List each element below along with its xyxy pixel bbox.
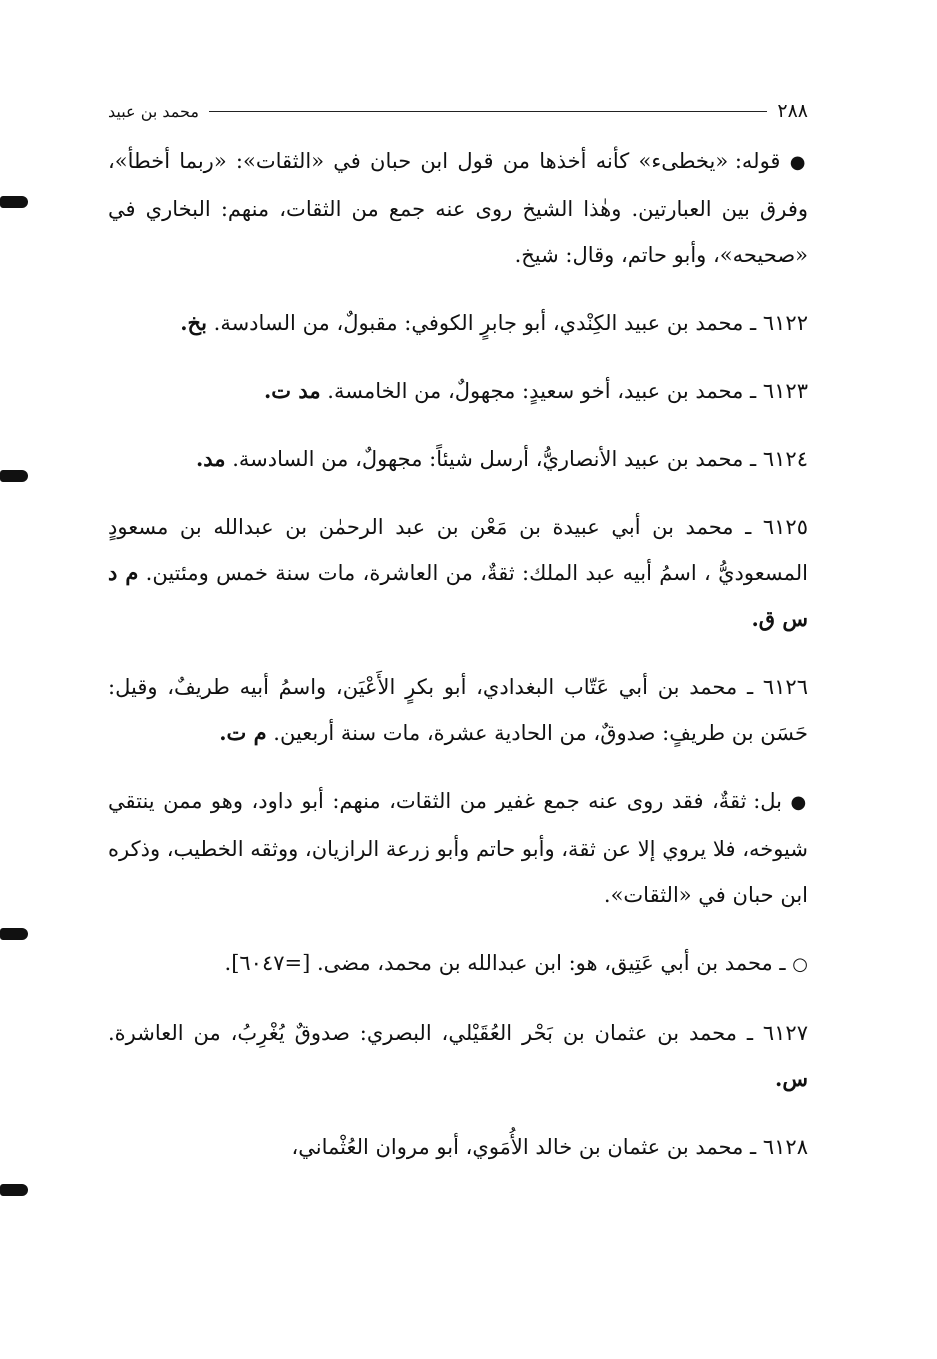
biography-entry [108, 300, 808, 346]
entry-text: ٦١٢٧ ـ محمد بن عثمان بن بَحْر العُقَيْلي، البصري: صدوقٌ يُغْرِبُ، من العاشرة. [108, 1021, 808, 1045]
entry-text: ٦١٢٢ ـ محمد بن عبيد الكِنْدي، أبو جابرٍ الكوفي: مقبولٌ، من السادسة. [213, 311, 808, 335]
comment-paragraph [108, 778, 808, 918]
hollow-circle-icon: ○ [792, 954, 808, 975]
entry-text: بل: ثقةٌ، فقد روى عنه جمع غفير من الثقات، منهم: أبو داود، وهو ممن ينتقي شيوخه، فلا يروي إلا عن ثقة، وأبو حاتم وأبو زرعة الرازيان، ووثقه الخطيب، وذكره ابن حبان في «الثقات». [108, 789, 808, 907]
comment-paragraph [108, 138, 808, 278]
entry-text: ٦١٢٦ ـ محمد بن أبي عَتّاب البغدادي، أبو بكرٍ الأَعْيَن، واسمُ أبيه طريفٌ، وقيل: حَسَن بن طريفٍ: صدوقٌ، من الحادية عشرة، مات سنة أربعين. [108, 675, 808, 745]
filled-circle-icon: ● [789, 152, 809, 173]
margin-mark [0, 196, 28, 208]
entry-text: ٦١٢٨ ـ محمد بن عثمان بن خالد الأُمَوي، أبو مروان العُثْماني، [291, 1135, 808, 1159]
entry-text: ـ محمد بن أبي عَتِيق، هو: ابن عبدالله بن محمد، مضى. [=٦٠٤٧]. [224, 951, 786, 975]
entry-text: ٦١٢٤ ـ محمد بن عبيد الأنصاريُّ، أرسل شيئاً: مجهولٌ، من السادسة. [232, 447, 808, 471]
source-code: س. [775, 1066, 808, 1091]
entry-text: ٦١٢٣ ـ محمد بن عبيد، أخو سعيدٍ: مجهولٌ، من الخامسة. [327, 379, 808, 403]
entry-text: ٦١٢٥ ـ محمد بن أبي عبيدة بن مَعْن بن عبد الرحمٰن بن عبدالله بن مسعودٍ المسعوديُّ ، اسمُ أبيه عبد الملك: ثقةٌ، من العاشرة، مات سنة خمس ومئتين. [108, 515, 808, 585]
biography-entry [108, 1124, 808, 1170]
biography-entry [108, 436, 808, 482]
page-number: ٢٨٨ [777, 100, 808, 122]
source-code: مد ت. [263, 378, 321, 403]
source-code: م ت. [219, 720, 267, 745]
header-rule [209, 111, 767, 112]
cross-reference-entry [108, 940, 808, 988]
running-title: محمد بن عبيد [108, 101, 199, 121]
biography-entry [108, 368, 808, 414]
biography-entry [108, 1010, 808, 1102]
source-code: مد. [195, 446, 226, 471]
margin-mark [0, 928, 28, 940]
entry-text: قوله: «يخطىء» كأنه أخذها من قول ابن حبان في «الثقات»: «ربما أخطأ»، وفرق بين العبارتين. وهٰذا الشيخ روى عنه جمع من الثقات، منهم: البخاري في «صحيحه»، وأبو حاتم، وقال: شيخ. [108, 149, 808, 267]
page-body [108, 138, 808, 1192]
source-code: م د س ق. [108, 560, 808, 631]
margin-mark [0, 470, 28, 482]
biography-entry [108, 664, 808, 756]
page-header [108, 96, 808, 126]
margin-mark [0, 1184, 28, 1196]
biography-entry [108, 504, 808, 642]
source-code: بخ. [180, 310, 207, 335]
filled-circle-icon: ● [790, 792, 808, 813]
